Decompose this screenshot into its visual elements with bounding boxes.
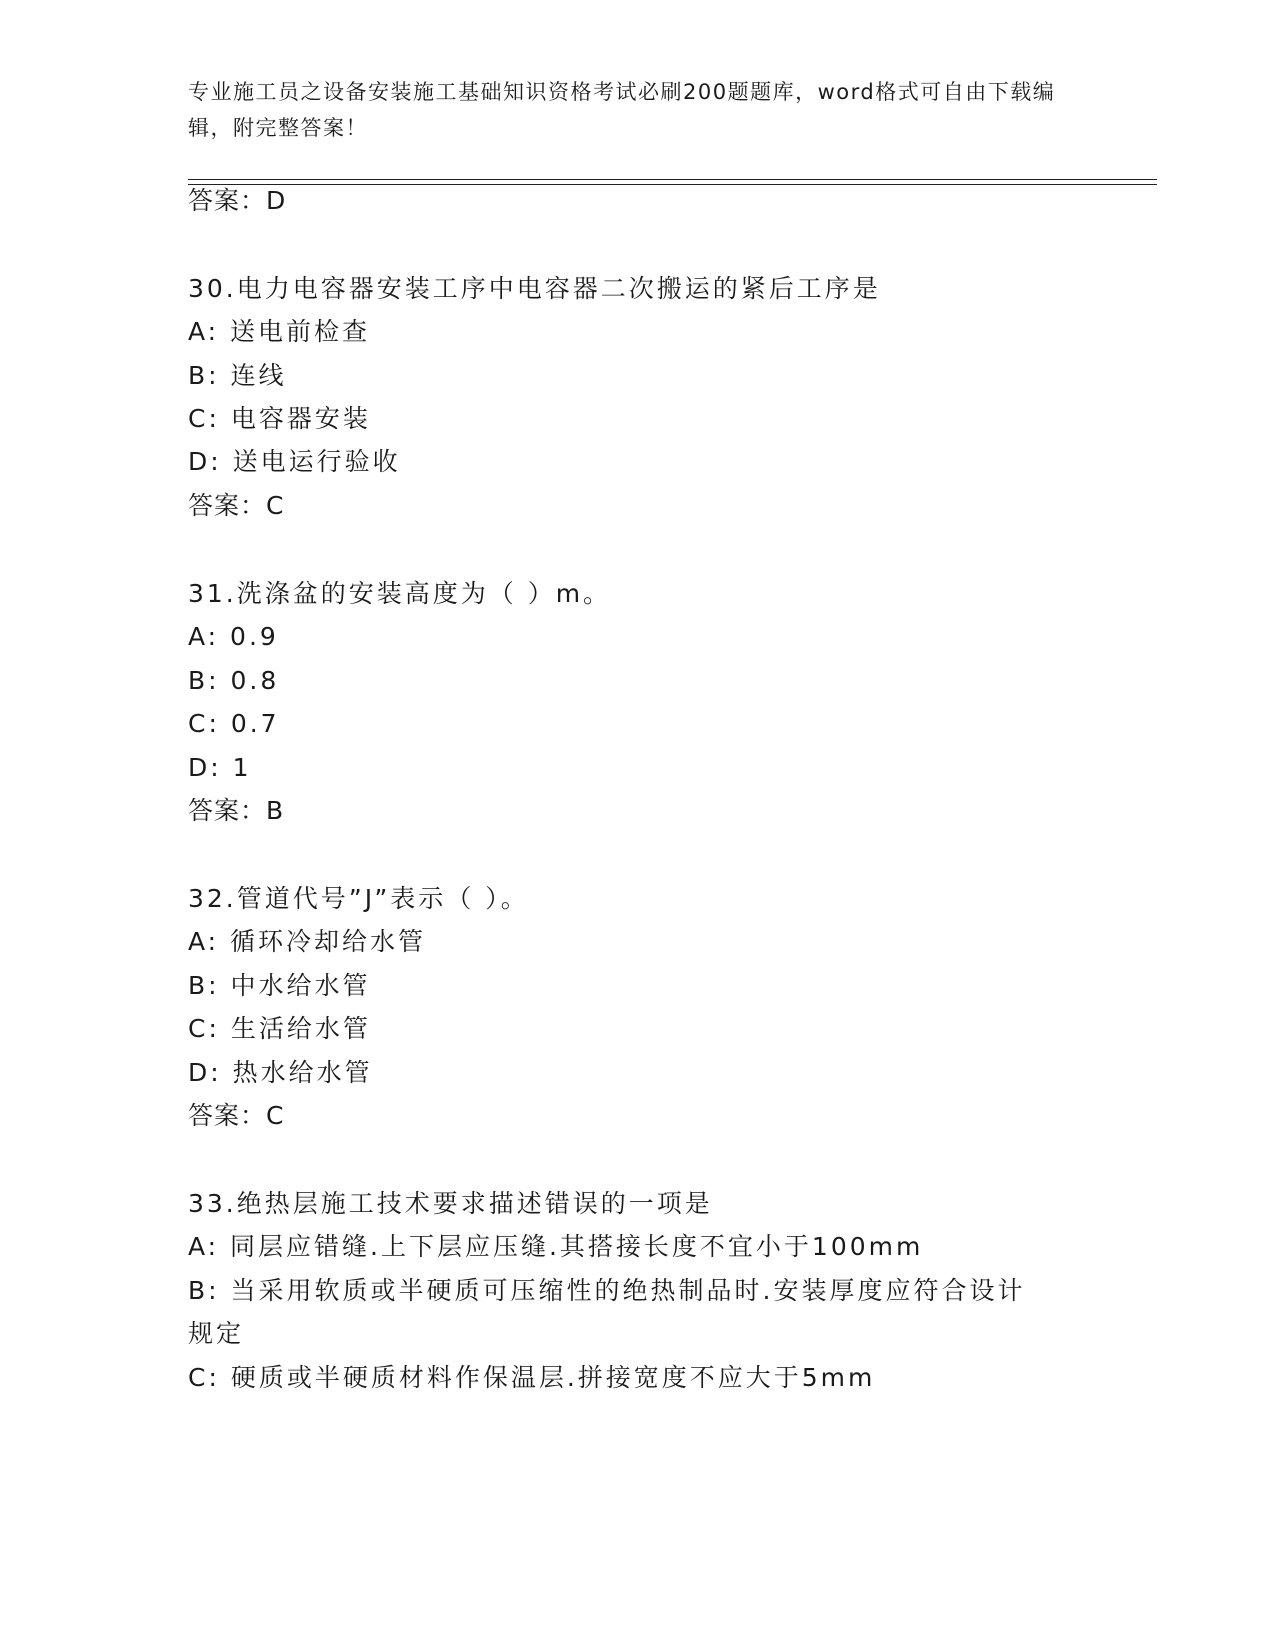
option-a: A: 送电前检查 bbox=[188, 317, 371, 346]
option-c: C: 生活给水管 bbox=[188, 1014, 371, 1043]
option-b: B: 0.8 bbox=[188, 666, 280, 695]
answer-label: 答案：C bbox=[188, 491, 285, 520]
option-b: B: 中水给水管 bbox=[188, 971, 371, 1000]
answer-label: 答案：C bbox=[188, 1101, 285, 1130]
option-c: C: 硬质或半硬质材料作保温层.拼接宽度不应大于5mm bbox=[188, 1363, 876, 1392]
question-stem: 30.电力电容器安装工序中电容器二次搬运的紧后工序是 bbox=[188, 274, 881, 303]
question-stem: 33.绝热层施工技术要求描述错误的一项是 bbox=[188, 1189, 713, 1218]
document-header: 专业施工员之设备安装施工基础知识资格考试必刷200题题库，word格式可自由下载编辑，附完整答案！ bbox=[188, 80, 1056, 140]
option-a: A: 同层应错缝.上下层应压缝.其搭接长度不宜小于100mm bbox=[188, 1232, 924, 1261]
option-c: C: 电容器安装 bbox=[188, 404, 371, 433]
option-a: A: 循环冷却给水管 bbox=[188, 927, 427, 956]
answer-label: 答案：D bbox=[188, 186, 287, 215]
option-d: D: 1 bbox=[188, 753, 252, 782]
option-b: B: 连线 bbox=[188, 361, 287, 390]
option-b: B: 当采用软质或半硬质可压缩性的绝热制品时.安装厚度应符合设计 bbox=[188, 1276, 1026, 1305]
option-a: A: 0.9 bbox=[188, 622, 279, 651]
option-d: D: 送电运行验收 bbox=[188, 447, 401, 476]
option-c: C: 0.7 bbox=[188, 709, 280, 738]
question-stem: 32.管道代号”J”表示（ ）。 bbox=[188, 884, 529, 913]
option-d: D: 热水给水管 bbox=[188, 1058, 373, 1087]
header-rule-bottom bbox=[188, 184, 1157, 185]
answer-label: 答案：B bbox=[188, 796, 285, 825]
header-rule-top bbox=[188, 179, 1157, 180]
question-stem: 31.洗涤盆的安装高度为（ ）m。 bbox=[188, 579, 612, 608]
option-b-continued: 规定 bbox=[188, 1319, 245, 1348]
